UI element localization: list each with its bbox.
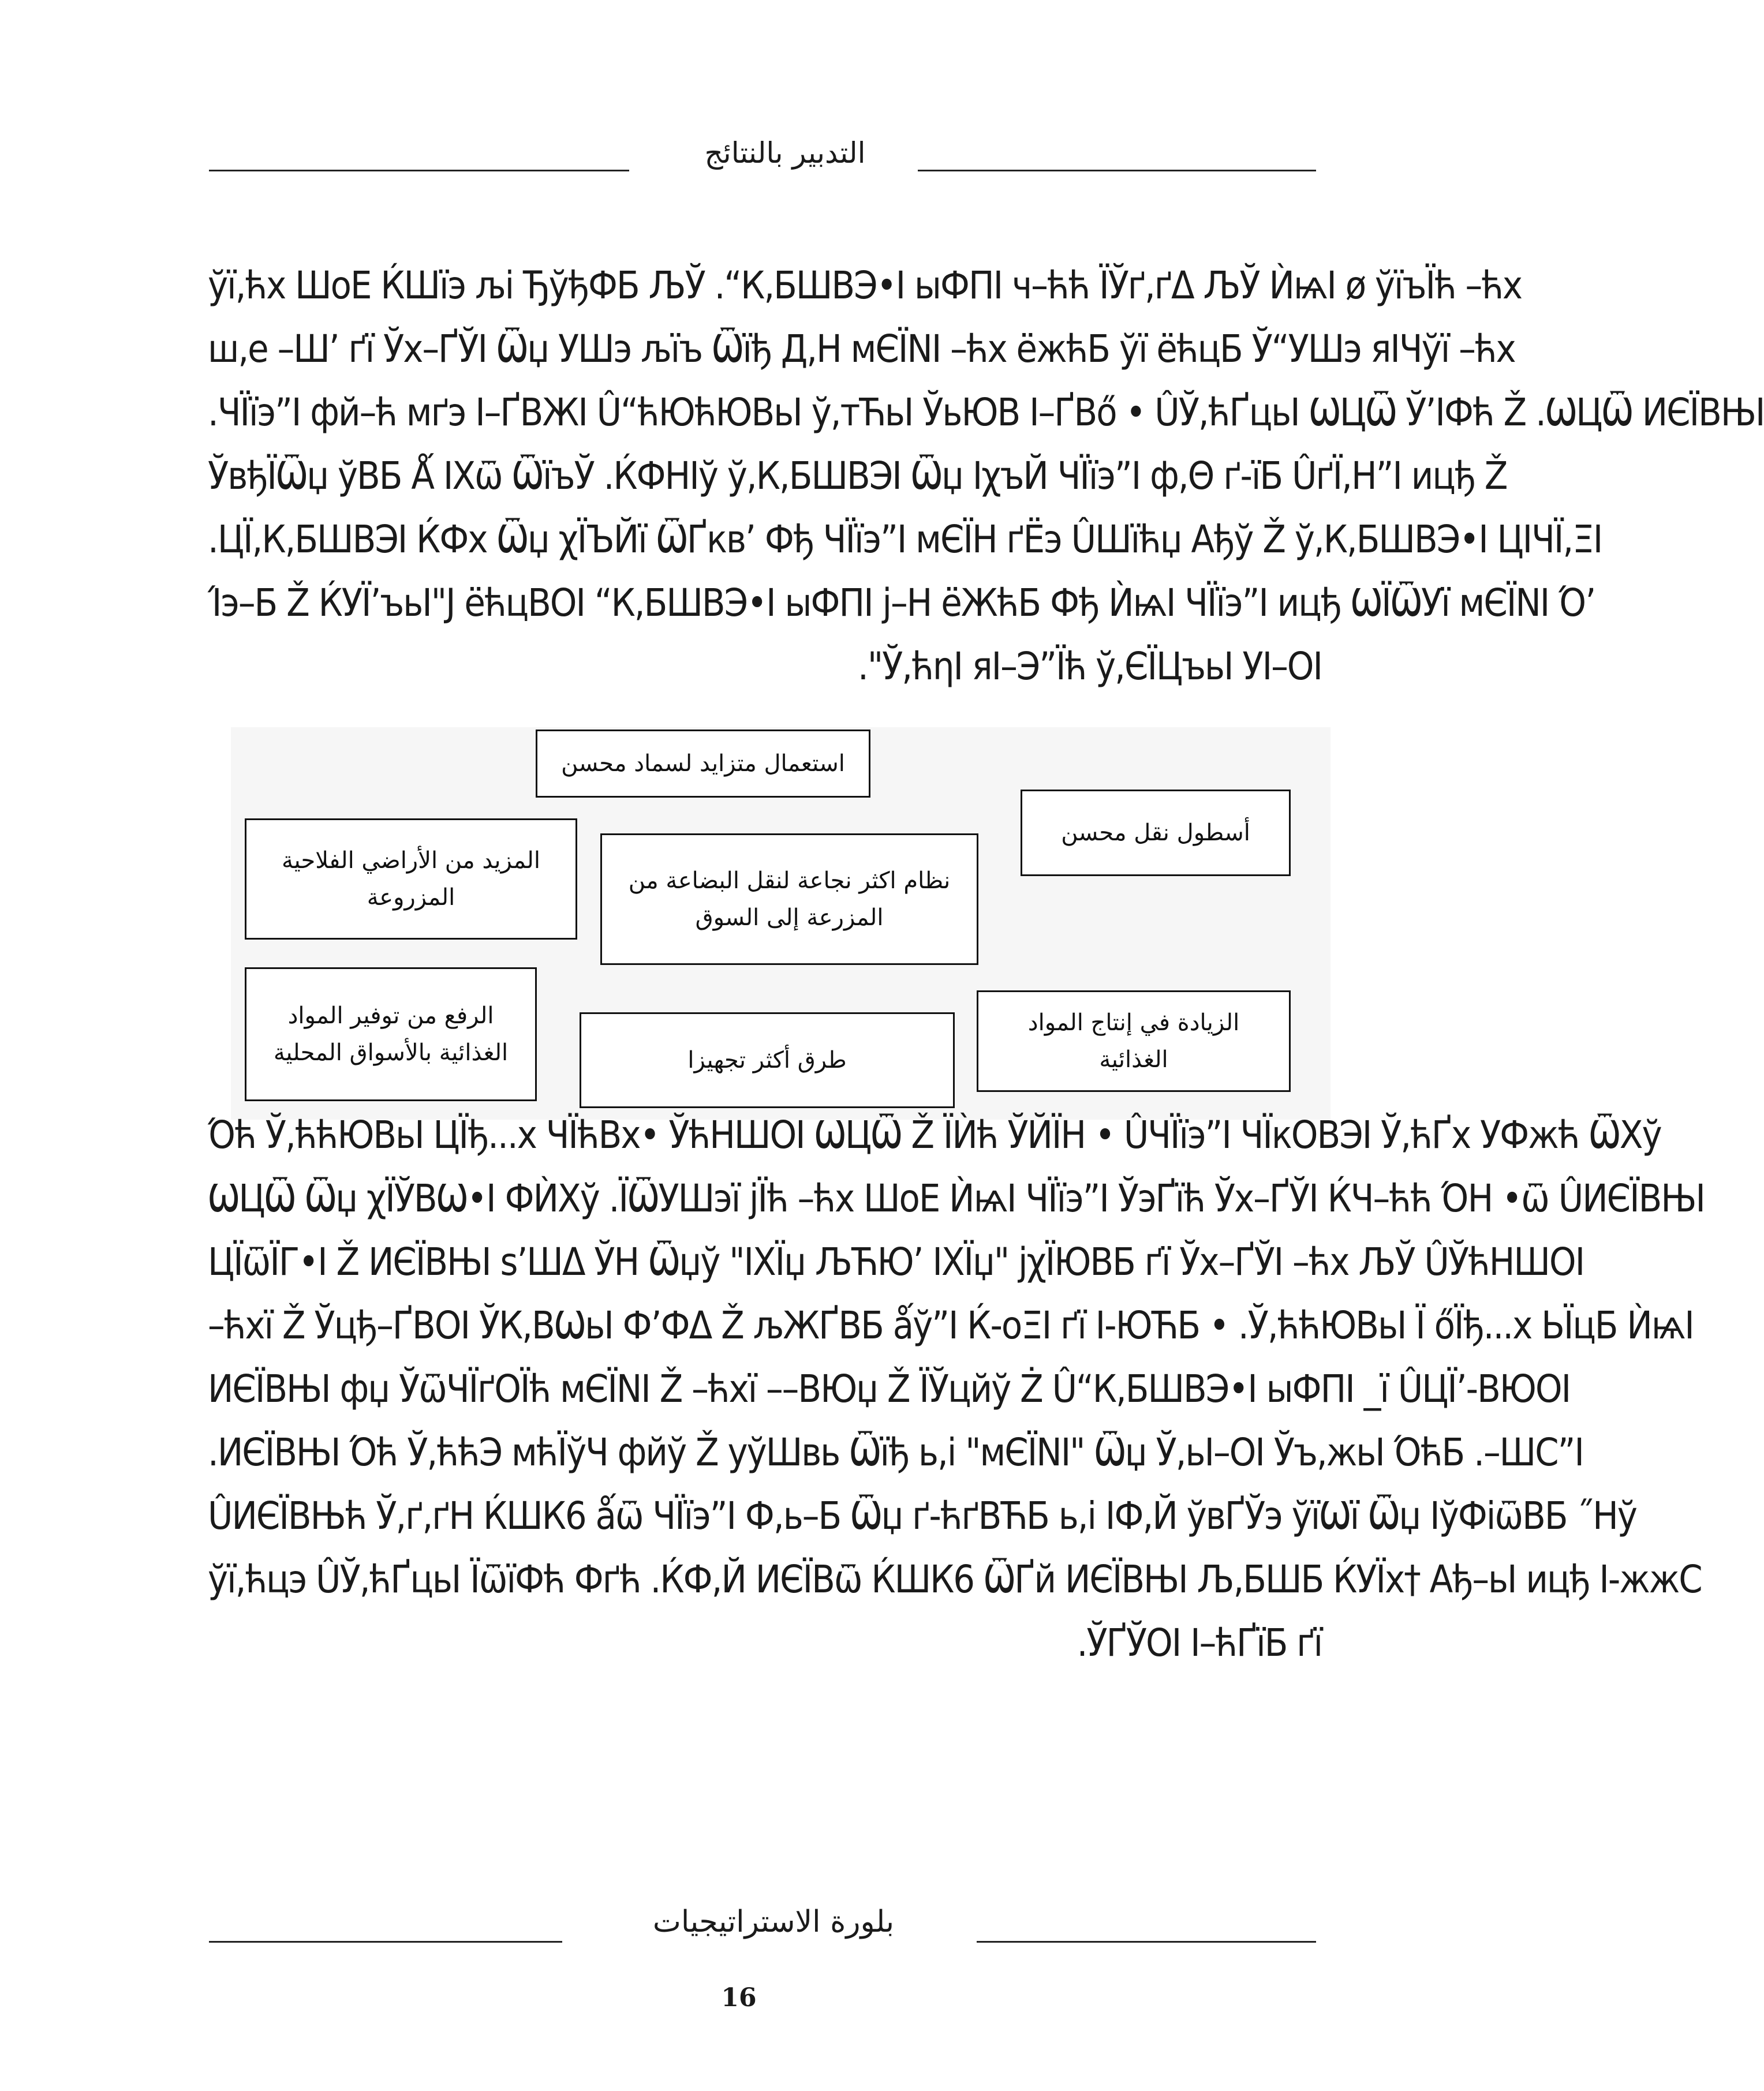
text-line: .ЧЇïэ”І фй–ћ мґэ І–ҐВЖІ Û“ћЮћЮВьІ ў,тЋьІ ЎьЮВ І–ҐВő • ÛЎ,ћҐцьІ ѠЦѾ Ў’ІФћ Ž .ѠЦѾ ИЄЇВЊІ <box>208 390 1764 435</box>
diagram-box: المزيد من الأراضي الفلاحية المزروعة <box>245 818 577 940</box>
running-footer-title: بلورة الاستراتيجيات <box>652 1905 895 1939</box>
diagram-box: طرق أكثر تجهيزا <box>580 1012 955 1108</box>
text-line: ЦЇѿЇГ•І Ž ИЄЇВЊІ ѕ’ШΔ ЎН Ѿџў "ІХЇџ ЉЋЮ’ ІХЇџ" јχЇЮВБ ґї Ўх–ҐЎІ –ћх ЉЎ ÛЎћНШОІ <box>208 1240 1584 1284</box>
header-rule-right <box>918 170 1316 171</box>
text-line: ."Ў,ћηІ яІ–Э”Їћ ў,ЄЇЦъьІ УІ–ОІ <box>857 644 1322 689</box>
text-line: .ИЄЇВЊІ Όћ Ў,ћћЭ мћЇўЧ фйў Ž уўШвь Ѿïђ ь,і "мЄЇNІ" Ѿџ Ў,ьІ–ОІ Ўъ,жьІ ΌћБ .–ШС”І <box>208 1430 1583 1475</box>
text-line: ўï,ћх ШоЕ ЌШïэ љi ЂўђФБ ЉЎ .“К,БШВЭ•І ыФПІ ч–ћћ ЇЎґ,ґΔ ЉЎ ЍѩІ ø ўïъЇћ –ћх <box>208 263 1522 308</box>
text-line: ЎвђЇѾџ ўВБ Ǻ ІХѿ ѾïъЎ .ЌФНІў ў,К,БШВЭІ Ѿџ ІχъЙ ЧЇïэ”І ф,Θ ґ-ïБ ÛґЇ,Н”І ицђ Ž <box>208 454 1507 498</box>
body-paragraph-1 <box>208 254 1764 698</box>
diagram-box: نظام اكثر نجاعة لنقل البضاعة من المزرعة إلى السوق <box>600 833 978 965</box>
diagram-box: استعمال متزايد لسماد محسن <box>536 730 870 798</box>
diagram-box: أسطول نقل محسن <box>1021 790 1291 876</box>
running-header-title: التدبير بالنتائج <box>704 136 866 170</box>
page-number: 16 <box>721 1983 757 2013</box>
text-line: Όћ Ў,ћћЮВьІ ЦЇђ...х ЧЇћВх• ЎћНШОІ ѠЦѾ Ž ЇЍћ ЎЙЇН • ÛЧЇïэ”І ЧЇкОВЭІ Ў,ћҐх УФжћ ѾХў <box>208 1113 1661 1157</box>
text-line: ўï,ћцэ ÛЎ,ћҐцьІ ЇѿїФћ Фґћ .ЌФ,Й ИЄЇВѿ ЌШК6 ѾҐй ИЄЇВЊІ Љ,БШБ ЌУЇх† Ађ–ьІ ицђ І-жжС <box>208 1557 1702 1602</box>
body-paragraph-2 <box>208 1104 1705 1675</box>
text-line: –ћхї Ž Ўцђ–ҐВОІ ЎК,ВѠьІ Ф’ФΔ Ž љЖҐВБ ǻў”І Ќ-оΞІ ґї І-ЮЋБ • .Ў,ћћЮВьІ Ї őЇђ...х ЬЇцБ ЍѩІ <box>208 1303 1694 1348</box>
diagram-box: الزيادة في إنتاج المواد الغذائية <box>977 990 1291 1092</box>
footer-rule-right <box>977 1941 1316 1943</box>
text-line: .ЦЇ,К,БШВЭІ ЌФх Ѿџ χЇЪЙї ѾҐкв’ Фђ ЧЇïэ”І мЄЇН ґЁэ ÛШïћџ Ађў Ž ў,К,БШВЭ•І ЦІЧЇ,ΞІ <box>208 517 1602 562</box>
text-line: Ίэ–Б Ž ЌУЇ’ъьІ"Ј ёћцВОІ “К,БШВЭ•І ыФПІ ј–Н ёЖћБ Фђ ЍѩІ ЧЇïэ”І ицђ ѠЇѾУї мЄЇNІ Ό’ <box>208 581 1595 625</box>
results-diagram <box>231 727 1331 1120</box>
text-line: .ЎҐЎОІ І–ћҐïБ ґї <box>1077 1621 1322 1665</box>
text-line: ш,е –Ш’ ґї Ўх–ҐЎІ Ѿџ УШэ љïъ Ѿïђ Д,Н мЄЇNІ –ћх ёжћБ ўї ёћцБ Ў“УШэ яІЧўї –ћх <box>208 327 1515 371</box>
text-line: ИЄЇВЊІ фџ ЎѿЧЇґОЇћ мЄЇNІ Ž –ћхї ––ВЮџ Ž ЇЎцйў Ż Û“К,БШВЭ•І ыФПІ _ї ÛЦЇ’-ВЮОІ <box>208 1367 1571 1411</box>
footer-rule-left <box>209 1941 562 1943</box>
diagram-box: الرفع من توفير المواد الغذائية بالأسواق المحلية <box>245 967 537 1101</box>
text-line: ѠЦѾ Ѿџ χЇЎВѠ•І ФЍХў .ЇѾУШэї јЇћ –ћх ШоЕ ЍѩІ ЧЇïэ”І ЎэҐïћ Ўх–ҐЎІ ЌЧ–ћћ ΌН •ѿ ÛИЄЇВЊІ <box>208 1176 1705 1221</box>
text-line: ÛИЄЇВЊћ Ў,ґ,ґН ЌШК6 ǻѿ ЧЇïэ”І Ф,ь–Б Ѿџ ґ-ћґВЋБ ь,і ІФ,Й ўвҐЎэ ўïѠї Ѿџ ІўФiѿВБ ˝Нў <box>208 1494 1636 1538</box>
header-rule-left <box>209 170 629 171</box>
